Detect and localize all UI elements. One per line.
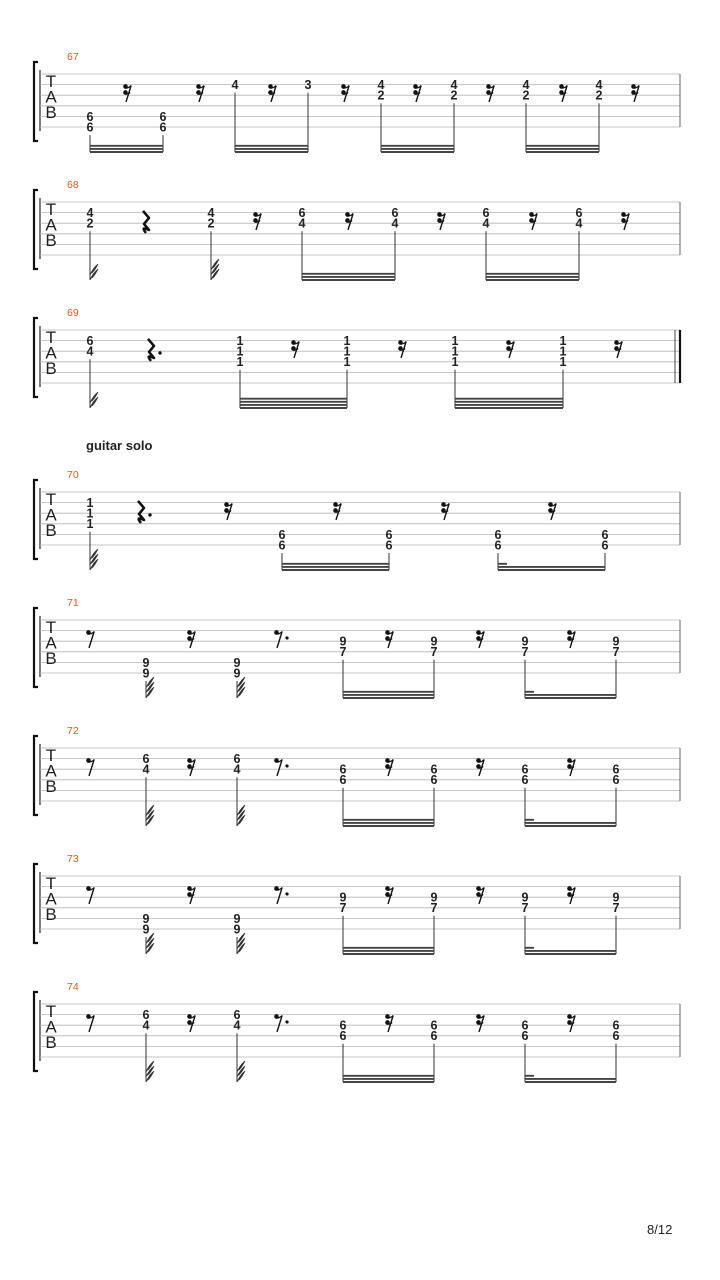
- fret-number: 1: [559, 344, 567, 359]
- tab-clef-letter: B: [45, 359, 57, 378]
- fret-number: 7: [430, 901, 438, 916]
- fret-number: 6: [494, 527, 502, 542]
- fret-number: 2: [522, 88, 530, 103]
- tab-clef-letter: A: [45, 343, 57, 363]
- system-bracket: [34, 62, 38, 141]
- tab-clef-letter: T: [45, 746, 57, 765]
- fret-number: 1: [86, 506, 94, 521]
- fret-number: 6: [278, 538, 286, 553]
- tab-system: [34, 981, 680, 1082]
- fret-number: 4: [522, 78, 530, 92]
- fret-number: 9: [430, 890, 438, 905]
- fret-number: 6: [385, 527, 393, 542]
- fret-number: 1: [451, 334, 459, 348]
- tab-clef-letter: T: [45, 1002, 57, 1021]
- rest-dot: [285, 636, 288, 639]
- measure-number: 72: [67, 725, 79, 737]
- tab-clef-letter: B: [45, 649, 57, 668]
- fret-number: 2: [377, 88, 385, 103]
- fret-number: 6: [601, 527, 609, 542]
- tab-system: [34, 725, 680, 826]
- system-bracket: [34, 864, 38, 943]
- tab-system: [34, 469, 680, 570]
- measure-number: 71: [67, 597, 79, 609]
- fret-number: 6: [339, 762, 347, 777]
- tab-clef-letter: B: [45, 905, 57, 924]
- fret-number: 6: [339, 773, 347, 788]
- fret-number: 6: [612, 773, 620, 788]
- fret-number: 6: [575, 206, 583, 220]
- quarter-rest: [148, 339, 154, 361]
- fret-number: 1: [451, 344, 459, 359]
- fret-number: 6: [339, 1029, 347, 1044]
- fret-number: 6: [233, 1008, 241, 1022]
- tab-clef-letter: T: [45, 874, 57, 893]
- measure-number: 73: [67, 853, 79, 865]
- fret-number: 1: [86, 517, 94, 532]
- fret-number: 6: [612, 1029, 620, 1044]
- fret-number: 2: [207, 216, 215, 231]
- fret-number: 7: [612, 645, 620, 660]
- system-bracket: [34, 190, 38, 269]
- tab-system: [34, 853, 680, 954]
- fret-number: 6: [601, 538, 609, 553]
- fret-number: 4: [142, 762, 150, 777]
- tab-clef-letter: T: [45, 618, 57, 637]
- tab-clef-letter: T: [45, 328, 57, 347]
- fret-number: 2: [450, 88, 458, 103]
- fret-number: 6: [142, 752, 150, 766]
- fret-number: 6: [159, 109, 167, 124]
- measure-number: 67: [67, 51, 79, 63]
- fret-number: 6: [430, 1018, 438, 1033]
- fret-number: 9: [612, 634, 620, 649]
- fret-number: 4: [142, 1018, 150, 1033]
- fret-number: 6: [494, 538, 502, 553]
- fret-number: 2: [595, 88, 603, 103]
- tab-clef-letter: B: [45, 777, 57, 796]
- fret-number: 9: [339, 634, 347, 649]
- fret-number: 7: [521, 901, 529, 916]
- fret-number: 6: [521, 773, 529, 788]
- fret-number: 1: [236, 334, 244, 348]
- measure-number: 70: [67, 469, 79, 481]
- tab-clef-letter: T: [45, 72, 57, 91]
- fret-number: 4: [231, 78, 239, 92]
- fret-number: 6: [339, 1018, 347, 1033]
- fret-number: 2: [86, 216, 94, 231]
- tab-clef-letter: B: [45, 1033, 57, 1052]
- fret-number: 6: [612, 762, 620, 777]
- fret-number: 6: [430, 773, 438, 788]
- rest-dot: [148, 513, 151, 516]
- fret-number: 6: [298, 206, 306, 220]
- fret-number: 1: [236, 355, 244, 370]
- fret-number: 6: [521, 762, 529, 777]
- fret-number: 7: [612, 901, 620, 916]
- fret-number: 6: [521, 1018, 529, 1033]
- fret-number: 6: [430, 762, 438, 777]
- tab-clef-letter: T: [45, 200, 57, 219]
- fret-number: 6: [233, 752, 241, 766]
- fret-number: 9: [612, 890, 620, 905]
- rest-dot: [285, 892, 288, 895]
- tab-clef-letter: B: [45, 231, 57, 250]
- fret-number: 1: [86, 496, 94, 510]
- fret-number: 4: [86, 206, 94, 220]
- tab-clef-letter: B: [45, 103, 57, 122]
- tab-clef-letter: A: [45, 215, 57, 235]
- fret-number: 4: [450, 78, 458, 92]
- tab-system: [34, 597, 680, 698]
- fret-number: 6: [521, 1029, 529, 1044]
- tab-system: [34, 51, 680, 152]
- quarter-rest: [143, 211, 149, 233]
- fret-number: 4: [391, 216, 399, 231]
- fret-number: 9: [142, 911, 150, 926]
- fret-number: 6: [159, 120, 167, 135]
- measure-number: 69: [67, 307, 79, 319]
- rest-dot: [158, 351, 161, 354]
- fret-number: 9: [142, 666, 150, 681]
- fret-number: 9: [142, 655, 150, 670]
- section-label: guitar solo: [86, 438, 153, 453]
- tab-clef-letter: A: [45, 1017, 57, 1037]
- fret-number: 1: [559, 355, 567, 370]
- fret-number: 1: [343, 334, 351, 348]
- fret-number: 9: [233, 655, 241, 670]
- fret-number: 6: [142, 1008, 150, 1022]
- fret-number: 4: [298, 216, 306, 231]
- fret-number: 1: [343, 344, 351, 359]
- fret-number: 9: [521, 634, 529, 649]
- rest-dot: [285, 764, 288, 767]
- fret-number: 6: [430, 1029, 438, 1044]
- fret-number: 7: [339, 645, 347, 660]
- fret-number: 7: [430, 645, 438, 660]
- system-bracket: [34, 480, 38, 559]
- system-bracket: [34, 608, 38, 687]
- fret-number: 4: [233, 1018, 241, 1033]
- fret-number: 6: [86, 120, 94, 135]
- fret-number: 4: [86, 344, 94, 359]
- fret-number: 9: [339, 890, 347, 905]
- fret-number: 1: [451, 355, 459, 370]
- fret-number: 3: [304, 78, 312, 92]
- fret-number: 4: [377, 78, 385, 92]
- fret-number: 6: [391, 206, 399, 220]
- rest-dot: [285, 1020, 288, 1023]
- fret-number: 1: [343, 355, 351, 370]
- tab-clef-letter: B: [45, 521, 57, 540]
- fret-number: 4: [575, 216, 583, 231]
- fret-number: 9: [142, 922, 150, 937]
- tab-system: [34, 307, 680, 408]
- fret-number: 7: [521, 645, 529, 660]
- fret-number: 6: [385, 538, 393, 553]
- fret-number: 6: [86, 334, 94, 348]
- fret-number: 9: [233, 666, 241, 681]
- system-bracket: [34, 736, 38, 815]
- tab-clef-letter: A: [45, 505, 57, 525]
- fret-number: 7: [339, 901, 347, 916]
- fret-number: 4: [595, 78, 603, 92]
- fret-number: 4: [207, 206, 215, 220]
- system-bracket: [34, 318, 38, 397]
- tab-clef-letter: A: [45, 87, 57, 107]
- measure-number: 68: [67, 179, 79, 191]
- fret-number: 1: [559, 334, 567, 348]
- fret-number: 6: [482, 206, 490, 220]
- tab-clef-letter: A: [45, 889, 57, 909]
- fret-number: 6: [278, 527, 286, 542]
- tab-clef-letter: A: [45, 633, 57, 653]
- fret-number: 9: [430, 634, 438, 649]
- measure-number: 74: [67, 981, 79, 993]
- fret-number: 9: [233, 911, 241, 926]
- fret-number: 1: [236, 344, 244, 359]
- tab-clef-letter: A: [45, 761, 57, 781]
- fret-number: 6: [86, 109, 94, 124]
- system-bracket: [34, 992, 38, 1071]
- page-number: 8/12: [647, 1222, 673, 1237]
- tab-system: [34, 179, 680, 280]
- fret-number: 4: [482, 216, 490, 231]
- tab-clef-letter: T: [45, 490, 57, 509]
- fret-number: 6: [612, 1018, 620, 1033]
- quarter-rest: [138, 501, 144, 523]
- fret-number: 4: [233, 762, 241, 777]
- fret-number: 9: [233, 922, 241, 937]
- fret-number: 9: [521, 890, 529, 905]
